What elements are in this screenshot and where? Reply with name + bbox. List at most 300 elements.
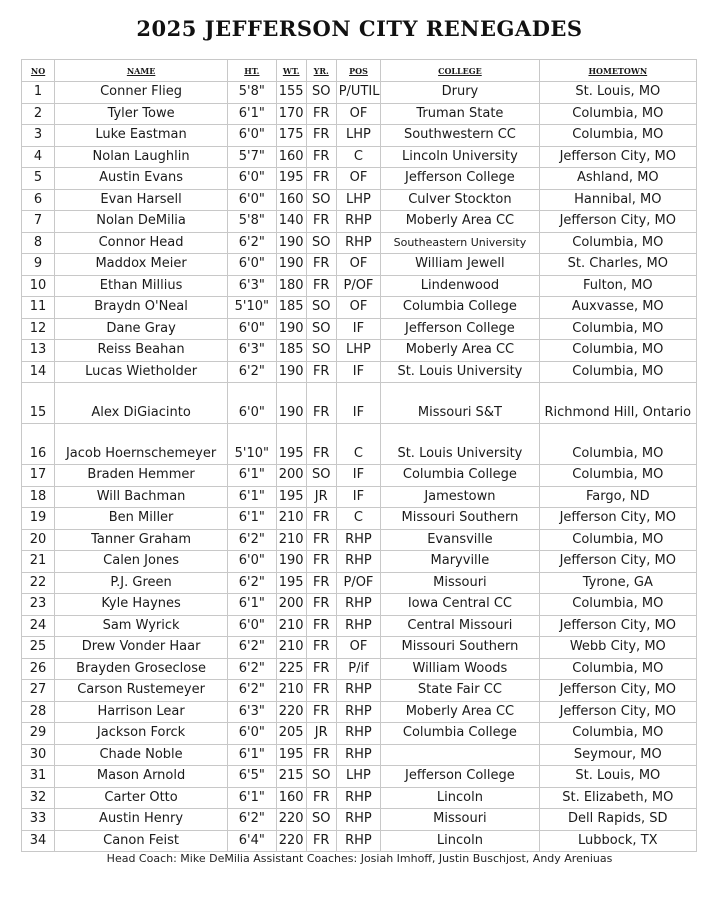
cell-college: Southwestern CC	[381, 125, 539, 147]
cell-college: Jefferson College	[381, 766, 539, 788]
table-row	[22, 297, 697, 319]
cell-position: P/if	[336, 658, 381, 680]
cell-number: 22	[22, 572, 55, 594]
table-row	[22, 701, 697, 723]
cell-number: 29	[22, 723, 55, 745]
cell-height: 6'2"	[228, 680, 277, 702]
cell-weight: 185	[276, 297, 306, 319]
cell-year: FR	[306, 529, 336, 551]
cell-hometown: Columbia, MO	[539, 594, 696, 616]
cell-year: FR	[306, 615, 336, 637]
cell-year: FR	[306, 551, 336, 573]
cell-height: 6'2"	[228, 361, 277, 383]
cell-college	[381, 744, 539, 766]
cell-number: 6	[22, 189, 55, 211]
header-row	[22, 60, 697, 82]
header-hometown: HOMETOWN	[539, 60, 696, 82]
cell-hometown: Jefferson City, MO	[539, 615, 696, 637]
table-row	[22, 189, 697, 211]
table-row	[22, 551, 697, 573]
cell-number: 23	[22, 594, 55, 616]
cell-height: 6'0"	[228, 551, 277, 573]
cell-hometown: Jefferson City, MO	[539, 508, 696, 530]
cell-number: 7	[22, 211, 55, 233]
cell-college: Columbia College	[381, 723, 539, 745]
cell-college: Moberly Area CC	[381, 340, 539, 362]
cell-height: 6'0"	[228, 189, 277, 211]
header-college: COLLEGE	[381, 60, 539, 82]
cell-weight: 205	[276, 723, 306, 745]
cell-weight: 190	[276, 551, 306, 573]
cell-weight: 210	[276, 508, 306, 530]
cell-name: Drew Vonder Haar	[55, 637, 228, 659]
cell-name: Austin Evans	[55, 168, 228, 190]
cell-year: FR	[306, 146, 336, 168]
cell-hometown: St. Louis, MO	[539, 82, 696, 104]
cell-height: 6'2"	[228, 658, 277, 680]
table-row	[22, 465, 697, 487]
table-row	[22, 830, 697, 852]
cell-name: Alex DiGiacinto	[55, 383, 228, 424]
cell-year: SO	[306, 82, 336, 104]
cell-weight: 155	[276, 82, 306, 104]
cell-name: Tanner Graham	[55, 529, 228, 551]
cell-height: 6'0"	[228, 125, 277, 147]
cell-year: FR	[306, 275, 336, 297]
cell-number: 20	[22, 529, 55, 551]
cell-hometown: Richmond Hill, Ontario	[539, 383, 696, 424]
cell-height: 6'0"	[228, 168, 277, 190]
cell-position: RHP	[336, 830, 381, 852]
cell-hometown: Lubbock, TX	[539, 830, 696, 852]
cell-year: JR	[306, 723, 336, 745]
cell-year: FR	[306, 787, 336, 809]
page-title: 2025 JEFFERSON CITY RENEGADES	[136, 16, 583, 41]
cell-position: LHP	[336, 125, 381, 147]
cell-name: Jacob Hoernschemeyer	[55, 424, 228, 465]
cell-position: RHP	[336, 551, 381, 573]
cell-college: Southeastern University	[381, 232, 539, 254]
cell-weight: 140	[276, 211, 306, 233]
cell-number: 15	[22, 383, 55, 424]
cell-height: 6'2"	[228, 637, 277, 659]
cell-hometown: Columbia, MO	[539, 125, 696, 147]
table-row	[22, 658, 697, 680]
table-row	[22, 723, 697, 745]
cell-name: Calen Jones	[55, 551, 228, 573]
cell-number: 4	[22, 146, 55, 168]
cell-number: 3	[22, 125, 55, 147]
cell-number: 21	[22, 551, 55, 573]
cell-name: Nolan Laughlin	[55, 146, 228, 168]
cell-height: 6'3"	[228, 275, 277, 297]
cell-number: 25	[22, 637, 55, 659]
table-row	[22, 168, 697, 190]
header-height: HT.	[228, 60, 277, 82]
cell-name: Evan Harsell	[55, 189, 228, 211]
cell-hometown: Dell Rapids, SD	[539, 809, 696, 831]
coaches-footer: Head Coach: Mike DeMilia Assistant Coaches: Josiah Imhoff, Justin Buschjost, Andy Areniuas	[106, 852, 613, 865]
cell-hometown: Columbia, MO	[539, 658, 696, 680]
cell-position: OF	[336, 103, 381, 125]
cell-college: Culver Stockton	[381, 189, 539, 211]
cell-position: P/UTIL	[336, 82, 381, 104]
cell-height: 6'4"	[228, 830, 277, 852]
cell-college: Lindenwood	[381, 275, 539, 297]
cell-year: FR	[306, 508, 336, 530]
table-row	[22, 383, 697, 424]
cell-hometown: Tyrone, GA	[539, 572, 696, 594]
cell-position: IF	[336, 465, 381, 487]
table-row	[22, 766, 697, 788]
cell-hometown: Columbia, MO	[539, 103, 696, 125]
cell-name: Connor Head	[55, 232, 228, 254]
cell-weight: 215	[276, 766, 306, 788]
cell-position: RHP	[336, 232, 381, 254]
cell-college: St. Louis University	[381, 424, 539, 465]
cell-college: Lincoln University	[381, 146, 539, 168]
cell-height: 6'1"	[228, 508, 277, 530]
cell-weight: 170	[276, 103, 306, 125]
cell-name: Braydn O'Neal	[55, 297, 228, 319]
cell-height: 5'7"	[228, 146, 277, 168]
cell-weight: 190	[276, 361, 306, 383]
table-row	[22, 615, 697, 637]
cell-college: Columbia College	[381, 465, 539, 487]
cell-weight: 180	[276, 275, 306, 297]
cell-year: FR	[306, 572, 336, 594]
cell-weight: 160	[276, 787, 306, 809]
cell-position: P/OF	[336, 275, 381, 297]
cell-position: OF	[336, 637, 381, 659]
cell-year: SO	[306, 232, 336, 254]
table-row	[22, 275, 697, 297]
cell-college: William Jewell	[381, 254, 539, 276]
cell-college: Jamestown	[381, 486, 539, 508]
table-row	[22, 529, 697, 551]
cell-weight: 210	[276, 529, 306, 551]
cell-college: Iowa Central CC	[381, 594, 539, 616]
cell-hometown: Columbia, MO	[539, 318, 696, 340]
cell-college: St. Louis University	[381, 361, 539, 383]
cell-college: Maryville	[381, 551, 539, 573]
cell-weight: 195	[276, 424, 306, 465]
cell-weight: 200	[276, 594, 306, 616]
cell-weight: 210	[276, 615, 306, 637]
table-row	[22, 637, 697, 659]
cell-hometown: Fulton, MO	[539, 275, 696, 297]
cell-number: 9	[22, 254, 55, 276]
cell-hometown: Webb City, MO	[539, 637, 696, 659]
table-row	[22, 572, 697, 594]
cell-name: Mason Arnold	[55, 766, 228, 788]
cell-name: Kyle Haynes	[55, 594, 228, 616]
cell-college: Moberly Area CC	[381, 211, 539, 233]
cell-hometown: St. Charles, MO	[539, 254, 696, 276]
cell-number: 30	[22, 744, 55, 766]
cell-name: Austin Henry	[55, 809, 228, 831]
cell-height: 6'0"	[228, 318, 277, 340]
roster-table	[21, 59, 697, 852]
cell-position: C	[336, 146, 381, 168]
cell-number: 32	[22, 787, 55, 809]
cell-hometown: Jefferson City, MO	[539, 680, 696, 702]
cell-weight: 160	[276, 189, 306, 211]
cell-number: 24	[22, 615, 55, 637]
cell-position: LHP	[336, 189, 381, 211]
cell-hometown: Jefferson City, MO	[539, 551, 696, 573]
cell-year: FR	[306, 254, 336, 276]
cell-name: Jackson Forck	[55, 723, 228, 745]
table-row	[22, 232, 697, 254]
header-position: POS	[336, 60, 381, 82]
table-row	[22, 361, 697, 383]
cell-number: 17	[22, 465, 55, 487]
cell-height: 6'0"	[228, 723, 277, 745]
cell-position: RHP	[336, 787, 381, 809]
cell-number: 33	[22, 809, 55, 831]
cell-height: 6'1"	[228, 465, 277, 487]
cell-hometown: St. Elizabeth, MO	[539, 787, 696, 809]
cell-number: 18	[22, 486, 55, 508]
cell-position: IF	[336, 486, 381, 508]
cell-height: 6'5"	[228, 766, 277, 788]
cell-position: C	[336, 424, 381, 465]
cell-height: 6'3"	[228, 340, 277, 362]
cell-hometown: Auxvasse, MO	[539, 297, 696, 319]
cell-hometown: Columbia, MO	[539, 232, 696, 254]
cell-position: IF	[336, 383, 381, 424]
cell-position: C	[336, 508, 381, 530]
table-row	[22, 508, 697, 530]
cell-hometown: Hannibal, MO	[539, 189, 696, 211]
cell-year: FR	[306, 658, 336, 680]
cell-hometown: Ashland, MO	[539, 168, 696, 190]
cell-hometown: Jefferson City, MO	[539, 701, 696, 723]
cell-college: Lincoln	[381, 830, 539, 852]
table-row	[22, 318, 697, 340]
cell-number: 28	[22, 701, 55, 723]
cell-hometown: Seymour, MO	[539, 744, 696, 766]
cell-position: RHP	[336, 744, 381, 766]
table-row	[22, 787, 697, 809]
cell-height: 6'2"	[228, 232, 277, 254]
cell-name: Will Bachman	[55, 486, 228, 508]
cell-year: SO	[306, 340, 336, 362]
table-row	[22, 103, 697, 125]
cell-number: 34	[22, 830, 55, 852]
table-row	[22, 486, 697, 508]
cell-number: 8	[22, 232, 55, 254]
cell-year: FR	[306, 424, 336, 465]
cell-position: RHP	[336, 615, 381, 637]
cell-weight: 210	[276, 680, 306, 702]
table-row	[22, 82, 697, 104]
cell-college: Central Missouri	[381, 615, 539, 637]
cell-position: RHP	[336, 211, 381, 233]
cell-height: 6'1"	[228, 103, 277, 125]
cell-weight: 210	[276, 637, 306, 659]
cell-number: 27	[22, 680, 55, 702]
cell-college: Drury	[381, 82, 539, 104]
cell-number: 31	[22, 766, 55, 788]
cell-weight: 190	[276, 318, 306, 340]
cell-name: Lucas Wietholder	[55, 361, 228, 383]
cell-college: Truman State	[381, 103, 539, 125]
cell-position: LHP	[336, 766, 381, 788]
cell-weight: 220	[276, 830, 306, 852]
cell-number: 2	[22, 103, 55, 125]
cell-college: Lincoln	[381, 787, 539, 809]
cell-year: FR	[306, 125, 336, 147]
cell-position: RHP	[336, 701, 381, 723]
cell-college: Jefferson College	[381, 318, 539, 340]
cell-name: Maddox Meier	[55, 254, 228, 276]
cell-weight: 195	[276, 572, 306, 594]
cell-year: FR	[306, 211, 336, 233]
cell-year: FR	[306, 701, 336, 723]
cell-weight: 220	[276, 701, 306, 723]
cell-year: FR	[306, 168, 336, 190]
cell-hometown: Columbia, MO	[539, 340, 696, 362]
cell-position: RHP	[336, 723, 381, 745]
cell-college: Missouri	[381, 809, 539, 831]
cell-name: Carson Rustemeyer	[55, 680, 228, 702]
cell-year: FR	[306, 680, 336, 702]
cell-year: SO	[306, 189, 336, 211]
cell-number: 5	[22, 168, 55, 190]
table-row	[22, 146, 697, 168]
cell-number: 19	[22, 508, 55, 530]
cell-year: FR	[306, 637, 336, 659]
cell-height: 6'0"	[228, 254, 277, 276]
cell-number: 10	[22, 275, 55, 297]
cell-height: 6'3"	[228, 701, 277, 723]
cell-year: FR	[306, 744, 336, 766]
cell-height: 5'8"	[228, 211, 277, 233]
cell-weight: 175	[276, 125, 306, 147]
cell-weight: 195	[276, 486, 306, 508]
cell-hometown: Jefferson City, MO	[539, 146, 696, 168]
cell-hometown: Jefferson City, MO	[539, 211, 696, 233]
cell-year: SO	[306, 465, 336, 487]
cell-weight: 195	[276, 744, 306, 766]
cell-weight: 200	[276, 465, 306, 487]
cell-weight: 160	[276, 146, 306, 168]
cell-height: 6'0"	[228, 383, 277, 424]
cell-name: Canon Feist	[55, 830, 228, 852]
cell-college: Columbia College	[381, 297, 539, 319]
cell-position: OF	[336, 254, 381, 276]
cell-college: State Fair CC	[381, 680, 539, 702]
cell-name: Tyler Towe	[55, 103, 228, 125]
cell-number: 14	[22, 361, 55, 383]
table-row	[22, 340, 697, 362]
cell-hometown: Columbia, MO	[539, 424, 696, 465]
cell-year: SO	[306, 318, 336, 340]
cell-name: Harrison Lear	[55, 701, 228, 723]
table-row	[22, 594, 697, 616]
cell-year: SO	[306, 297, 336, 319]
cell-name: Chade Noble	[55, 744, 228, 766]
cell-weight: 190	[276, 383, 306, 424]
cell-name: Nolan DeMilia	[55, 211, 228, 233]
cell-name: P.J. Green	[55, 572, 228, 594]
cell-year: FR	[306, 383, 336, 424]
cell-hometown: Fargo, ND	[539, 486, 696, 508]
cell-year: FR	[306, 594, 336, 616]
cell-name: Sam Wyrick	[55, 615, 228, 637]
cell-weight: 195	[276, 168, 306, 190]
header-weight: WT.	[276, 60, 306, 82]
cell-weight: 190	[276, 232, 306, 254]
cell-height: 6'1"	[228, 594, 277, 616]
cell-hometown: St. Louis, MO	[539, 766, 696, 788]
cell-college: Missouri Southern	[381, 508, 539, 530]
table-row	[22, 125, 697, 147]
cell-height: 6'1"	[228, 486, 277, 508]
cell-height: 5'10"	[228, 424, 277, 465]
cell-position: OF	[336, 297, 381, 319]
header-name: NAME	[55, 60, 228, 82]
cell-position: RHP	[336, 680, 381, 702]
cell-name: Braden Hemmer	[55, 465, 228, 487]
cell-weight: 225	[276, 658, 306, 680]
cell-name: Carter Otto	[55, 787, 228, 809]
roster-body	[22, 82, 697, 852]
table-row	[22, 254, 697, 276]
cell-position: RHP	[336, 809, 381, 831]
cell-number: 13	[22, 340, 55, 362]
table-row	[22, 211, 697, 233]
cell-position: LHP	[336, 340, 381, 362]
cell-name: Reiss Beahan	[55, 340, 228, 362]
cell-name: Ethan Millius	[55, 275, 228, 297]
cell-position: P/OF	[336, 572, 381, 594]
cell-college: Missouri S&T	[381, 383, 539, 424]
cell-height: 5'10"	[228, 297, 277, 319]
cell-height: 6'2"	[228, 572, 277, 594]
cell-height: 5'8"	[228, 82, 277, 104]
cell-college: William Woods	[381, 658, 539, 680]
cell-number: 16	[22, 424, 55, 465]
cell-number: 12	[22, 318, 55, 340]
cell-position: IF	[336, 361, 381, 383]
cell-height: 6'1"	[228, 787, 277, 809]
cell-college: Moberly Area CC	[381, 701, 539, 723]
cell-height: 6'1"	[228, 744, 277, 766]
cell-name: Brayden Groseclose	[55, 658, 228, 680]
cell-height: 6'2"	[228, 529, 277, 551]
cell-hometown: Columbia, MO	[539, 465, 696, 487]
cell-year: SO	[306, 766, 336, 788]
cell-year: SO	[306, 809, 336, 831]
cell-name: Luke Eastman	[55, 125, 228, 147]
cell-weight: 220	[276, 809, 306, 831]
cell-hometown: Columbia, MO	[539, 361, 696, 383]
cell-hometown: Columbia, MO	[539, 529, 696, 551]
cell-college: Missouri Southern	[381, 637, 539, 659]
header-year: YR.	[306, 60, 336, 82]
table-row	[22, 680, 697, 702]
table-row	[22, 744, 697, 766]
cell-college: Jefferson College	[381, 168, 539, 190]
cell-year: FR	[306, 103, 336, 125]
header-no: NO	[22, 60, 55, 82]
cell-position: RHP	[336, 594, 381, 616]
cell-name: Ben Miller	[55, 508, 228, 530]
cell-height: 6'0"	[228, 615, 277, 637]
